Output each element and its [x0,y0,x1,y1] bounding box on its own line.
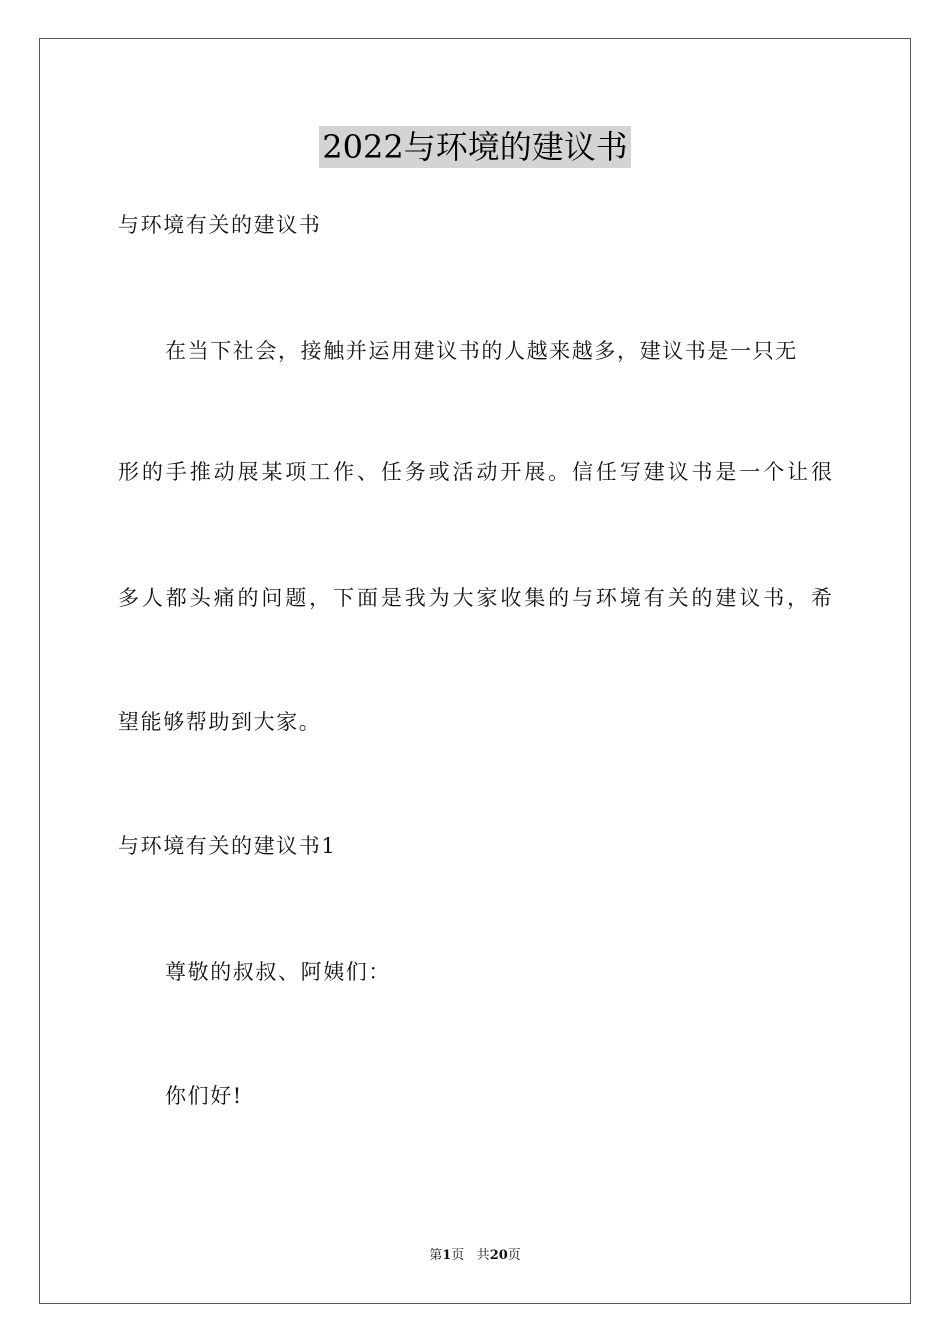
title-container [0,126,950,168]
page-footer [0,1247,950,1265]
footer-total-pages: 20 [489,1248,508,1263]
footer-page-prefix: 第 [429,1248,443,1263]
page-title: 2022与环境的建议书 [319,126,630,168]
footer-total-prefix: 共 [476,1248,490,1263]
section-heading: 与环境有关的建议书1 [118,834,337,858]
paragraph-line-2: 形的手推动展某项工作、任务或活动开展。信任写建议书是一个让很 [118,460,832,484]
footer-page-suffix: 页 [451,1248,465,1263]
footer-page-number: 1 [442,1248,452,1263]
paragraph-line-1: 在当下社会，接触并运用建议书的人越来越多，建议书是一只无 [165,339,798,363]
salutation: 尊敬的叔叔、阿姨们： [165,960,391,984]
paragraph-line-4: 望能够帮助到大家。 [118,710,322,734]
document-subtitle: 与环境有关的建议书 [118,213,322,237]
greeting: 你们好! [165,1084,243,1108]
footer-total-suffix: 页 [507,1248,521,1263]
paragraph-line-3: 多人都头痛的问题，下面是我为大家收集的与环境有关的建议书，希 [118,586,832,610]
